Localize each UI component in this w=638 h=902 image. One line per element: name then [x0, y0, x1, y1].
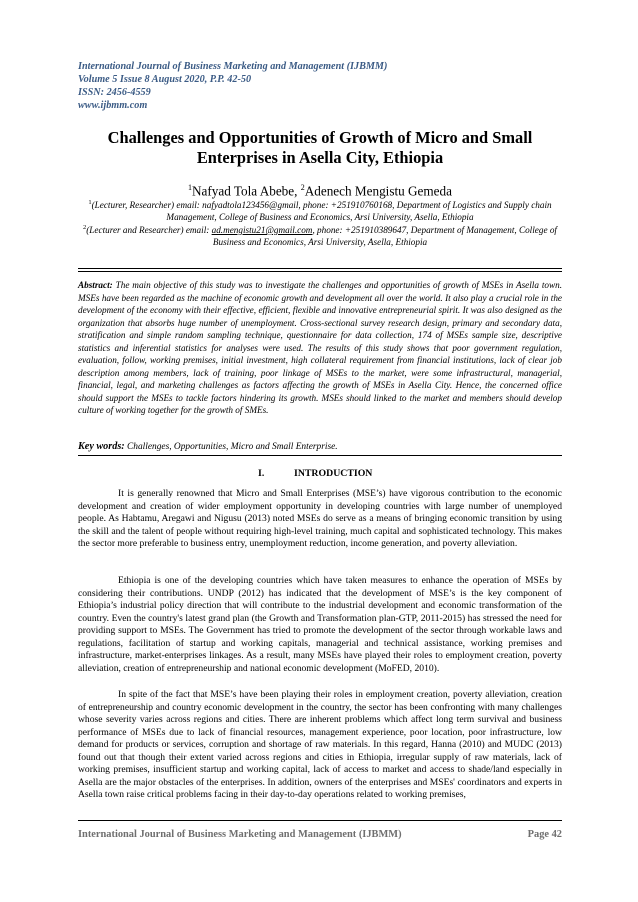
keywords-text: Challenges, Opportunities, Micro and Small Enterprise. — [127, 442, 338, 452]
author-1-name: Nafyad Tola Abebe, — [192, 183, 301, 199]
paper-title — [78, 128, 562, 168]
journal-name: International Journal of Business Marketing and Management (IJBMM) — [78, 61, 388, 72]
affiliation-1 — [78, 197, 562, 223]
abstract-top-rule — [78, 268, 562, 269]
abstract-label: Abstract: — [78, 280, 113, 290]
author-2-email-link[interactable]: ad.mengistu21@gmail.com — [211, 225, 313, 236]
intro-paragraph-2 — [78, 575, 562, 675]
abstract-text: The main objective of this study was to investigate the challenges and opportunities of growth of MSEs in Asella town. MSEs have been regarded as the machine of economic growth and development all over the world. It also play a crucial role in the development of the economy with their effective, efficient, flexible and innovative entrepreneurial spirit. It was also designed as the organization that absorbs huge number of unemployment. Cross-sectional survey research design, primary and secondary data, stratification and simple random sampling technique, questionnaire for data collection, 174 of MSEs sample size, descriptive statistics and inferential statistics for analyses were used. The results of this study shows that poor government regulation, evaluation, follow, working premises, initial investment, high collateral requirement from financial institutions, lack of clear job description among members, lack of training, poor linkage of MSEs to the market, were some infrastructural, managerial, financial, legal, and marketing challenges as factors affecting the growth of MSEs in Asella City. Hence, the concerned office should support the MSEs to tackle factors hindering its growth. MSEs should linked to the market and members should develop culture of working together for the growth of SMEs. — [78, 280, 562, 415]
journal-header — [78, 60, 578, 112]
author-1-marker: 1 — [188, 183, 193, 192]
title-line-1: Challenges and Opportunities of Growth of Micro and Small — [107, 128, 533, 147]
intro-paragraph-3 — [78, 689, 562, 802]
abstract-bottom-rule — [78, 455, 562, 456]
author-2-name: Adenech Mengistu Gemeda — [304, 183, 452, 199]
title-line-2: Enterprises in Asella City, Ethiopia — [196, 148, 444, 167]
journal-website: www.ijbmm.com — [78, 100, 148, 111]
journal-issn: ISSN: 2456-4559 — [78, 87, 151, 98]
affiliation-2-text-end: , phone: +251910389647, Department of Management, College of Business and Economics, Arsi University, Asella, Ethiopia — [212, 225, 557, 248]
affiliation-2-marker: 2 — [83, 224, 87, 231]
affiliation-1-marker: 1 — [88, 199, 92, 206]
intro-paragraph-1 — [78, 488, 562, 551]
journal-volume: Volume 5 Issue 8 August 2020, P.P. 42-50 — [78, 74, 252, 85]
abstract-top-rule-2 — [78, 271, 562, 272]
keywords — [78, 441, 562, 453]
paragraph-text: Ethiopia is one of the developing countries which have taken measures to enhance the operation of MSEs by considering their contributions. UNDP (2012) has indicated that the development of MSE’s is the key component of Ethiopia’s industrial policy direction that will contribute to the industrial development and economic transformation of the country. Even the country's latest grand plan (the Growth and Transformation plan-GTP, 2011-2015) has stressed the need for providing support to MSEs. The Government has tried to promote the development of the sector through workable laws and regulations, facilitation of startup and working capitals, managerial and technical assistance, working premises and infrastructure, market-enterprises linkages. As a result, many MSEs have played their roles to employment creation, poverty alleviation, creation of entrepreneurship and national economic development (MoFED, 2010). — [78, 575, 562, 674]
section-title: INTRODUCTION — [294, 468, 373, 479]
affiliation-1-text: (Lecturer, Researcher) email: nafyadtola123456@gmail, phone: +251910760168, Department of Logistics and Supply chain Management, College of Business and Economics, Arsi University, Asella, Ethiopia — [91, 200, 552, 223]
affiliation-2-text-start: (Lecturer and Researcher) email: — [86, 225, 212, 236]
footer-rule — [78, 820, 562, 821]
affiliation-2 — [78, 222, 562, 248]
page-footer — [78, 828, 562, 841]
paragraph-text: In spite of the fact that MSE’s have been playing their roles in employment creation, poverty alleviation, creation of entrepreneurship and country economic development in the country, the sector has been confronting with many challenges whose severity varies across regions and cities. There are inherent problems which affect long term survival and business performance of MSEs due to lack of financial resources, management experience, poor location, poor infrastructure, low demand for products or services, corruption and shortage of raw materials. In this regard, Hanna (2010) and MUDC (2013) found out that though their extent varied across regions and cities in Ethiopia, irregular supply of raw materials, lack of working premises, insufficient startup and working capital, lack of access to market and access to shade/land especially in Asella are the major obstacles of the enterprises. In addition, owners of the enterprises and MSEs' coordinators and experts in Asella town raise critical problems facing in their day-to-day operations related to working premises, — [78, 689, 562, 801]
footer-page-number: Page 42 — [527, 829, 562, 840]
section-number: I. — [258, 468, 265, 479]
paragraph-text: It is generally renowned that Micro and Small Enterprises (MSE’s) have vigorous contribution to the economic development and creation of wider employment opportunity in developing countries with large number of unemployed people. As Habtamu, Aregawi and Nigusu (2013) noted MSEs do serve as a means of bringing economic transition by using the skill and the talent of people without requiring high-level training, much capital and sophisticated technology. This makes the sector more preferable to business entry, unemployment reduction, income generation, and poverty alleviation. — [78, 488, 562, 550]
footer-journal-name: International Journal of Business Marketing and Management (IJBMM) — [78, 829, 402, 840]
keywords-label: Key words: — [78, 441, 125, 452]
abstract — [78, 279, 562, 417]
author-2-marker: 2 — [300, 183, 305, 192]
